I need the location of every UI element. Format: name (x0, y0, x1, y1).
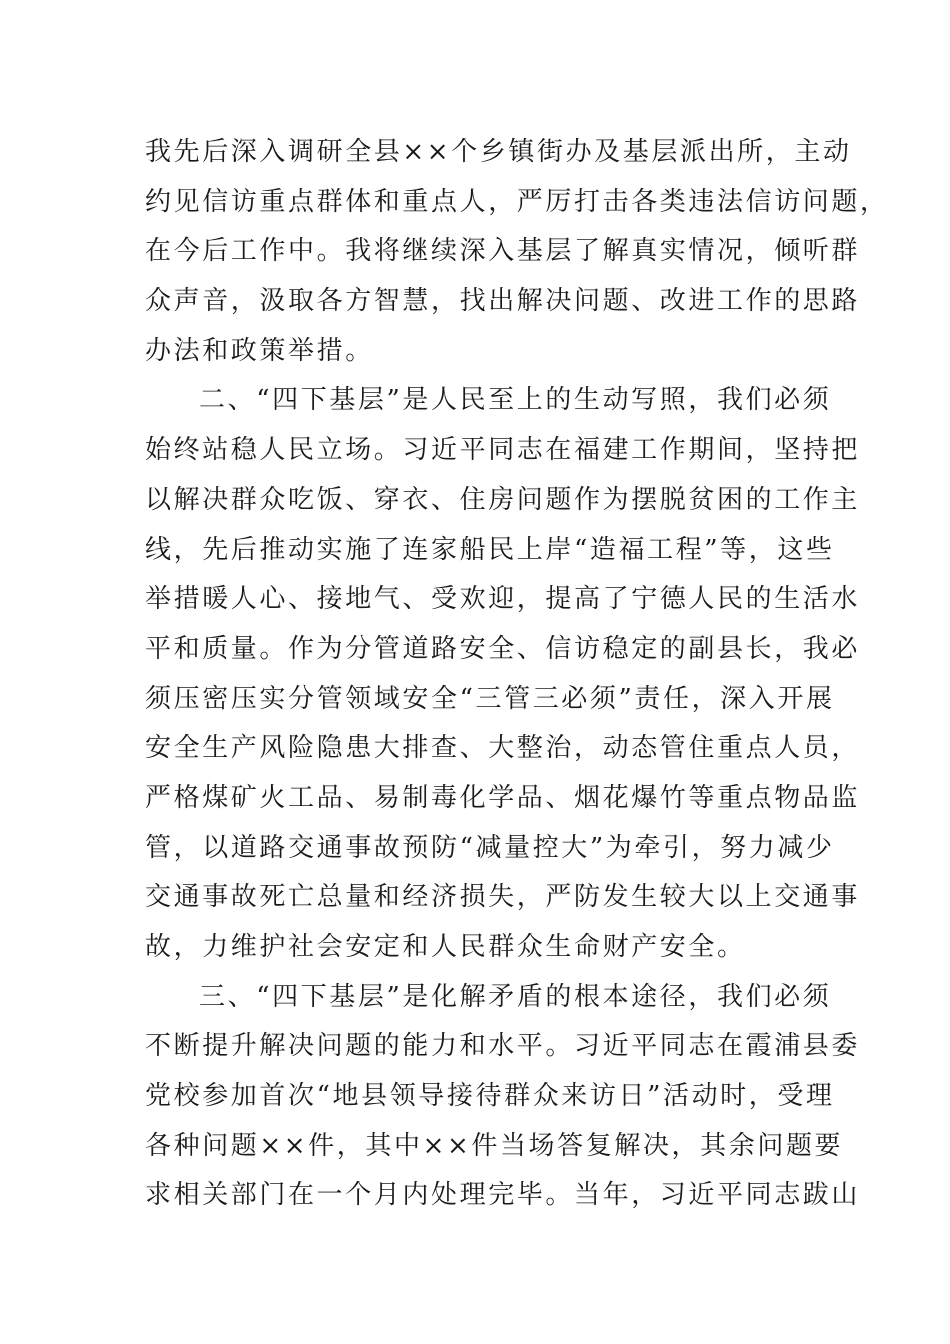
text-line: 严格煤矿火工品、易制毒化学品、烟花爆竹等重点物品监 (145, 782, 861, 813)
paragraph-first-line: 二、“四下基层”是人民至上的生动写照，我们必须 (199, 385, 832, 416)
text-line: 在今后工作中。我将继续深入基层了解真实情况，倾听群 (145, 236, 861, 267)
text-line: 管，以道路交通事故预防“减量控大”为牵引，努力减少 (145, 832, 835, 863)
text-line: 以解决群众吃饭、穿衣、住房问题作为摆脱贫困的工作主 (145, 484, 861, 515)
text-line: 安全生产风险隐患大排查、大整治，动态管住重点人员， (145, 733, 861, 764)
paragraph-first-line: 三、“四下基层”是化解矛盾的根本途径，我们必须 (199, 981, 832, 1012)
text-line: 故，力维护社会安定和人民群众生命财产安全。 (145, 932, 746, 962)
text-line: 平和质量。作为分管道路安全、信访稳定的副县长，我必 (145, 633, 861, 664)
text-line: 线，先后推动实施了连家船民上岸“造福工程”等，这些 (145, 534, 835, 565)
text-line: 始终站稳人民立场。习近平同志在福建工作期间，坚持把 (145, 435, 861, 466)
body-text (145, 128, 889, 1221)
text-line: 我先后深入调研全县××个乡镇街办及基层派出所，主动 (145, 137, 852, 167)
text-line: 各种问题××件，其中××件当场答复解决，其余问题要 (145, 1130, 844, 1161)
text-line: 众声音，汲取各方智慧，找出解决问题、改进工作的思路 (145, 286, 861, 317)
text-line: 不断提升解决问题的能力和水平。习近平同志在霞浦县委 (145, 1031, 861, 1062)
text-line: 交通事故死亡总量和经济损失，严防发生较大以上交通事 (145, 882, 861, 913)
text-line: 求相关部门在一个月内处理完毕。当年，习近平同志跋山 (145, 1180, 861, 1211)
text-line: 举措暖人心、接地气、受欢迎，提高了宁德人民的生活水 (145, 584, 861, 615)
text-line: 约见信访重点群体和重点人，严厉打击各类违法信访问题， (145, 186, 889, 217)
text-line: 党校参加首次“地县领导接待群众来访日”活动时，受理 (145, 1081, 835, 1112)
text-line: 须压密压实分管领域安全“三管三必须”责任，深入开展 (145, 683, 835, 714)
text-line: 办法和政策举措。 (145, 335, 374, 366)
